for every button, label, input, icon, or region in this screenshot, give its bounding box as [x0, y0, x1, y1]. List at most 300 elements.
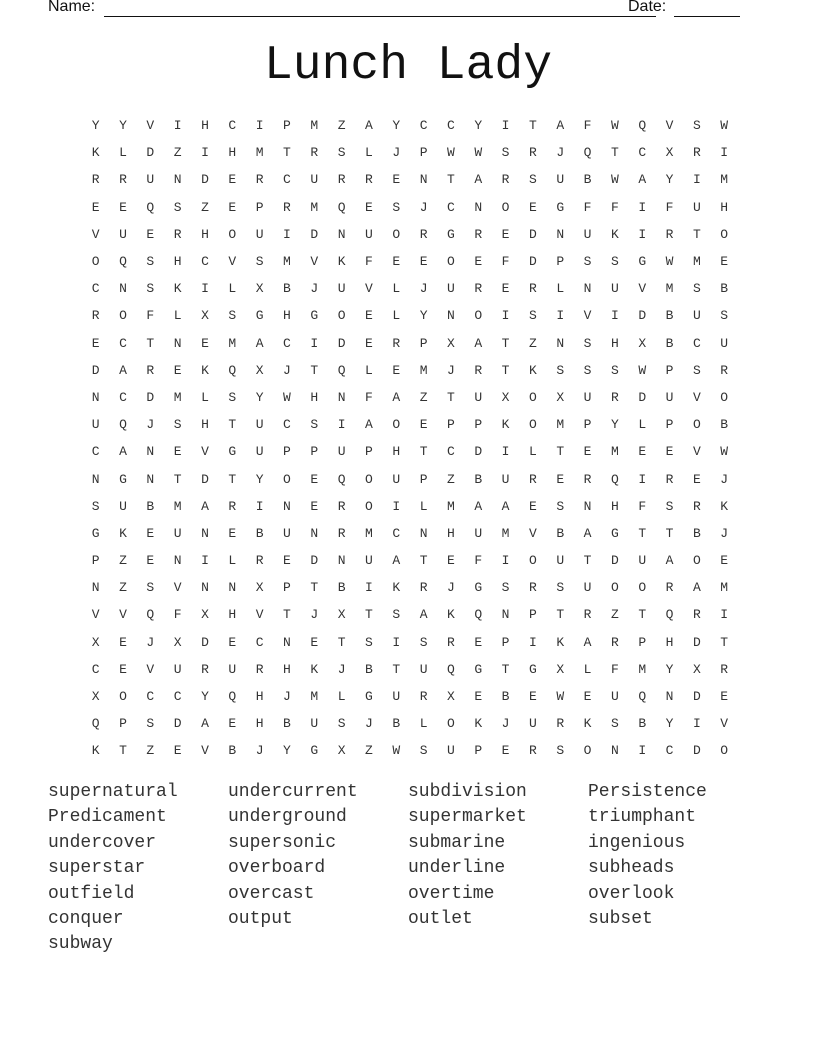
grid-letter: B — [720, 281, 729, 297]
grid-letter: S — [91, 498, 100, 514]
grid-letter: N — [419, 525, 428, 541]
grid-letter: F — [146, 308, 155, 324]
grid-letter: M — [665, 281, 674, 297]
grid-letter: B — [583, 172, 592, 188]
grid-letter: I — [310, 335, 319, 351]
grid-letter: V — [201, 444, 209, 460]
grid-letter: Q — [146, 607, 155, 623]
grid-letter: J — [365, 716, 373, 732]
grid-letter: X — [255, 281, 264, 297]
grid-letter: S — [146, 716, 155, 732]
grid-letter: Q — [638, 118, 647, 134]
grid-letter: X — [692, 661, 701, 677]
grid-letter: V — [255, 607, 264, 623]
grid-letter: N — [583, 281, 592, 297]
grid-letter: Y — [665, 172, 674, 188]
grid-letter: Z — [529, 335, 537, 351]
grid-letter: D — [610, 553, 619, 569]
grid-letter: N — [228, 580, 237, 596]
grid-letter: J — [501, 716, 510, 732]
grid-letter: M — [283, 254, 291, 270]
grid-letter: C — [283, 335, 291, 351]
grid-letter: M — [173, 498, 182, 514]
grid-letter: R — [146, 362, 155, 378]
grid-letter: Q — [337, 471, 346, 487]
grid-letter: B — [392, 716, 401, 732]
grid-letter: N — [610, 743, 619, 759]
grid-letter: C — [91, 444, 100, 460]
grid-letter: K — [201, 362, 209, 378]
grid-letter: E — [91, 335, 100, 351]
grid-letter: R — [474, 362, 483, 378]
grid-letter: A — [365, 417, 373, 433]
grid-letter: T — [529, 118, 537, 134]
grid-letter: K — [91, 743, 100, 759]
grid-letter: I — [556, 308, 565, 324]
grid-letter: V — [638, 281, 647, 297]
grid-letter: S — [337, 716, 346, 732]
word-bank-item: subway — [48, 934, 113, 955]
grid-letter: N — [283, 498, 291, 514]
grid-row — [82, 248, 738, 275]
grid-letter: C — [173, 689, 182, 705]
grid-letter: V — [720, 716, 729, 732]
grid-letter: G — [529, 661, 537, 677]
grid-letter: T — [556, 444, 565, 460]
word-bank-item: Persistence — [588, 782, 707, 802]
grid-letter: E — [419, 417, 428, 433]
grid-letter: Q — [119, 417, 127, 433]
grid-letter: T — [501, 362, 510, 378]
grid-letter: R — [419, 226, 428, 242]
grid-letter: D — [474, 444, 483, 460]
grid-letter: Q — [119, 254, 127, 270]
grid-letter: E — [720, 254, 729, 270]
grid-letter: O — [720, 743, 729, 759]
grid-row — [82, 683, 738, 710]
grid-letter: R — [337, 498, 346, 514]
grid-letter: W — [665, 254, 674, 270]
word-bank-item: Predicament — [48, 807, 167, 828]
grid-letter: D — [692, 743, 701, 759]
grid-letter: F — [173, 607, 182, 623]
grid-letter: U — [310, 716, 319, 732]
grid-letter: B — [283, 716, 291, 732]
grid-letter: F — [610, 199, 619, 215]
grid-letter: A — [474, 172, 483, 188]
grid-letter: Z — [119, 553, 127, 569]
grid-letter: R — [447, 634, 455, 650]
grid-letter: J — [255, 743, 264, 759]
grid-letter: B — [146, 498, 155, 514]
grid-letter: C — [447, 444, 455, 460]
grid-letter: R — [173, 226, 182, 242]
grid-letter: K — [529, 362, 537, 378]
grid-letter: E — [529, 689, 537, 705]
grid-letter: A — [583, 634, 592, 650]
grid-letter: E — [283, 553, 291, 569]
grid-letter: H — [283, 661, 291, 677]
grid-letter: J — [720, 471, 729, 487]
grid-letter: L — [228, 281, 237, 297]
grid-row — [82, 330, 738, 357]
grid-letter: M — [228, 335, 237, 351]
grid-letter: T — [692, 226, 701, 242]
grid-row — [82, 601, 738, 628]
grid-letter: B — [692, 525, 701, 541]
grid-letter: Q — [665, 607, 674, 623]
grid-letter: N — [119, 281, 127, 297]
grid-row — [82, 357, 738, 384]
grid-letter: J — [419, 281, 428, 297]
grid-letter: A — [201, 498, 209, 514]
grid-letter: G — [91, 525, 100, 541]
grid-letter: C — [665, 743, 674, 759]
grid-letter: L — [392, 308, 401, 324]
grid-letter: S — [255, 254, 264, 270]
grid-letter: R — [610, 634, 619, 650]
grid-letter: U — [173, 525, 182, 541]
grid-letter: C — [255, 634, 264, 650]
grid-letter: C — [119, 335, 127, 351]
grid-letter: E — [419, 254, 428, 270]
grid-letter: F — [583, 199, 592, 215]
letter-grid — [82, 112, 738, 765]
grid-letter: R — [91, 308, 100, 324]
grid-letter: U — [583, 226, 592, 242]
grid-letter: S — [583, 254, 592, 270]
grid-letter: I — [337, 417, 346, 433]
grid-letter: S — [529, 308, 537, 324]
word-bank-item: supermarket — [408, 807, 527, 828]
grid-letter: U — [474, 525, 483, 541]
word-bank-item: triumphant — [588, 807, 697, 828]
grid-row — [82, 438, 738, 465]
grid-letter: K — [720, 498, 729, 514]
grid-letter: B — [283, 281, 291, 297]
grid-letter: D — [91, 362, 100, 378]
grid-letter: K — [447, 607, 455, 623]
grid-letter: N — [283, 634, 291, 650]
grid-letter: L — [638, 417, 647, 433]
grid-letter: S — [228, 389, 237, 405]
grid-row — [82, 166, 738, 193]
grid-letter: W — [392, 743, 401, 759]
grid-letter: O — [119, 689, 127, 705]
grid-letter: C — [283, 417, 291, 433]
grid-letter: P — [419, 145, 428, 161]
grid-letter: J — [419, 199, 428, 215]
grid-letter: I — [638, 199, 647, 215]
grid-letter: G — [365, 689, 373, 705]
grid-letter: X — [337, 607, 346, 623]
grid-letter: W — [638, 362, 647, 378]
grid-letter: E — [583, 444, 592, 460]
grid-letter: T — [283, 145, 291, 161]
grid-letter: I — [201, 281, 209, 297]
grid-letter: K — [610, 226, 619, 242]
grid-letter: D — [146, 145, 155, 161]
grid-letter: E — [310, 634, 319, 650]
grid-letter: H — [255, 689, 264, 705]
grid-letter: P — [474, 743, 483, 759]
grid-letter: R — [692, 145, 701, 161]
grid-letter: C — [419, 118, 428, 134]
grid-letter: G — [556, 199, 565, 215]
grid-letter: B — [638, 716, 647, 732]
grid-row — [82, 493, 738, 520]
grid-letter: N — [583, 498, 592, 514]
grid-letter: H — [201, 417, 209, 433]
grid-letter: C — [146, 689, 155, 705]
grid-letter: I — [692, 716, 701, 732]
grid-letter: S — [583, 335, 592, 351]
grid-letter: N — [201, 525, 209, 541]
grid-letter: K — [392, 580, 401, 596]
grid-letter: U — [583, 389, 592, 405]
grid-letter: E — [146, 525, 155, 541]
grid-letter: G — [474, 580, 483, 596]
grid-letter: Q — [638, 689, 647, 705]
grid-letter: Y — [665, 661, 674, 677]
grid-letter: D — [529, 254, 537, 270]
grid-letter: T — [419, 553, 428, 569]
grid-letter: K — [501, 417, 510, 433]
grid-letter: U — [447, 281, 455, 297]
grid-letter: H — [201, 118, 209, 134]
grid-letter: B — [255, 525, 264, 541]
grid-letter: S — [583, 362, 592, 378]
grid-letter: E — [146, 553, 155, 569]
grid-letter: B — [720, 417, 729, 433]
grid-letter: X — [447, 689, 455, 705]
grid-letter: K — [583, 716, 592, 732]
grid-letter: P — [501, 634, 510, 650]
grid-letter: O — [638, 580, 647, 596]
grid-letter: T — [583, 553, 592, 569]
grid-letter: X — [201, 607, 209, 623]
grid-letter: O — [474, 308, 483, 324]
grid-letter: S — [173, 199, 182, 215]
grid-letter: O — [283, 471, 291, 487]
grid-letter: M — [419, 362, 428, 378]
grid-letter: S — [665, 498, 674, 514]
grid-letter: L — [337, 689, 346, 705]
grid-letter: S — [365, 634, 373, 650]
grid-letter: N — [419, 172, 428, 188]
grid-letter: V — [692, 444, 701, 460]
grid-letter: U — [583, 580, 592, 596]
grid-letter: O — [91, 254, 100, 270]
grid-letter: D — [146, 389, 155, 405]
grid-letter: A — [365, 118, 373, 134]
grid-letter: R — [474, 281, 483, 297]
grid-letter: R — [119, 172, 127, 188]
grid-letter: L — [419, 716, 428, 732]
grid-letter: W — [720, 118, 729, 134]
grid-letter: Y — [201, 689, 209, 705]
grid-letter: L — [228, 553, 237, 569]
grid-letter: R — [337, 172, 346, 188]
grid-letter: Q — [228, 689, 237, 705]
grid-row — [82, 629, 738, 656]
grid-letter: T — [228, 471, 237, 487]
grid-letter: S — [337, 145, 346, 161]
grid-letter: C — [91, 661, 100, 677]
grid-letter: T — [638, 607, 647, 623]
grid-letter: S — [419, 743, 428, 759]
grid-letter: R — [665, 226, 674, 242]
date-blank — [674, 16, 740, 17]
grid-letter: S — [146, 281, 155, 297]
grid-letter: I — [529, 634, 537, 650]
grid-letter: E — [119, 634, 127, 650]
grid-letter: X — [501, 389, 510, 405]
grid-letter: U — [255, 417, 264, 433]
grid-letter: I — [283, 226, 291, 242]
grid-letter: O — [337, 308, 346, 324]
grid-letter: Y — [119, 118, 127, 134]
grid-letter: I — [501, 444, 510, 460]
grid-letter: S — [529, 172, 537, 188]
grid-letter: P — [283, 444, 291, 460]
grid-letter: D — [310, 226, 319, 242]
grid-letter: N — [173, 335, 182, 351]
grid-letter: B — [337, 580, 346, 596]
grid-letter: R — [720, 661, 729, 677]
grid-letter: E — [529, 199, 537, 215]
grid-letter: X — [91, 634, 100, 650]
grid-letter: P — [255, 199, 264, 215]
grid-letter: B — [365, 661, 373, 677]
grid-letter: D — [310, 553, 319, 569]
grid-row — [82, 710, 738, 737]
grid-letter: Q — [337, 362, 346, 378]
grid-letter: E — [720, 553, 729, 569]
grid-letter: P — [283, 118, 291, 134]
word-bank-item: outlet — [408, 908, 473, 929]
grid-letter: I — [638, 226, 647, 242]
grid-letter: Q — [337, 199, 346, 215]
grid-letter: N — [91, 389, 100, 405]
grid-letter: P — [638, 634, 647, 650]
grid-letter: D — [638, 308, 647, 324]
grid-letter: A — [501, 498, 510, 514]
grid-letter: S — [310, 417, 319, 433]
grid-letter: S — [556, 498, 565, 514]
word-bank-item: supernatural — [48, 782, 178, 802]
grid-letter: R — [610, 389, 619, 405]
grid-letter: J — [146, 417, 155, 433]
grid-letter: S — [173, 417, 182, 433]
grid-letter: R — [419, 689, 428, 705]
grid-letter: U — [474, 389, 483, 405]
word-bank-item: subheads — [588, 858, 675, 879]
grid-letter: E — [583, 689, 592, 705]
grid-letter: A — [474, 498, 483, 514]
grid-letter: V — [91, 607, 100, 623]
grid-letter: O — [501, 199, 510, 215]
grid-letter: M — [173, 389, 182, 405]
grid-letter: E — [474, 254, 483, 270]
grid-letter: Y — [474, 118, 483, 134]
grid-letter: U — [556, 553, 565, 569]
grid-letter: E — [119, 661, 127, 677]
grid-letter: E — [228, 634, 237, 650]
grid-letter: R — [91, 172, 100, 188]
grid-letter: U — [146, 172, 155, 188]
grid-letter: Z — [365, 743, 373, 759]
grid-letter: S — [419, 634, 428, 650]
grid-letter: X — [91, 689, 100, 705]
grid-letter: V — [91, 226, 100, 242]
grid-letter: E — [474, 634, 483, 650]
grid-letter: H — [447, 525, 455, 541]
grid-letter: N — [447, 308, 455, 324]
grid-letter: E — [228, 199, 237, 215]
grid-letter: M — [255, 145, 264, 161]
grid-letter: I — [638, 743, 647, 759]
grid-letter: S — [392, 199, 401, 215]
word-bank-item: superstar — [48, 858, 146, 879]
grid-letter: H — [228, 145, 237, 161]
grid-letter: H — [392, 444, 401, 460]
grid-letter: Y — [283, 743, 291, 759]
grid-letter: N — [91, 580, 100, 596]
grid-letter: S — [692, 281, 701, 297]
word-bank-item: supersonic — [228, 832, 337, 853]
grid-letter: E — [365, 335, 373, 351]
grid-letter: C — [119, 389, 127, 405]
name-label: Name: — [48, 0, 96, 15]
word-bank-item: overlook — [588, 883, 675, 904]
grid-letter: Y — [392, 118, 401, 134]
grid-letter: Z — [419, 389, 428, 405]
grid-letter: O — [392, 417, 401, 433]
grid-letter: B — [474, 471, 483, 487]
grid-letter: U — [255, 444, 264, 460]
grid-letter: P — [419, 471, 428, 487]
word-bank-item: undercover — [48, 832, 157, 853]
grid-letter: M — [638, 661, 647, 677]
grid-letter: P — [665, 362, 674, 378]
grid-letter: S — [556, 743, 565, 759]
grid-letter: T — [337, 634, 346, 650]
grid-letter: M — [556, 417, 565, 433]
grid-letter: A — [255, 335, 264, 351]
grid-letter: P — [310, 444, 319, 460]
grid-letter: A — [119, 362, 127, 378]
grid-letter: V — [228, 254, 237, 270]
grid-letter: C — [228, 118, 237, 134]
grid-letter: E — [310, 498, 319, 514]
grid-letter: N — [310, 525, 319, 541]
grid-letter: Q — [91, 716, 100, 732]
grid-letter: P — [119, 716, 127, 732]
grid-letter: F — [365, 389, 373, 405]
grid-letter: V — [365, 281, 373, 297]
grid-letter: A — [556, 118, 565, 134]
grid-row — [82, 112, 738, 139]
grid-letter: D — [201, 634, 209, 650]
grid-letter: P — [529, 607, 537, 623]
grid-letter: U — [665, 389, 674, 405]
grid-letter: T — [556, 607, 565, 623]
grid-letter: F — [665, 199, 674, 215]
grid-letter: O — [228, 226, 237, 242]
grid-letter: O — [529, 389, 537, 405]
grid-letter: F — [638, 498, 647, 514]
